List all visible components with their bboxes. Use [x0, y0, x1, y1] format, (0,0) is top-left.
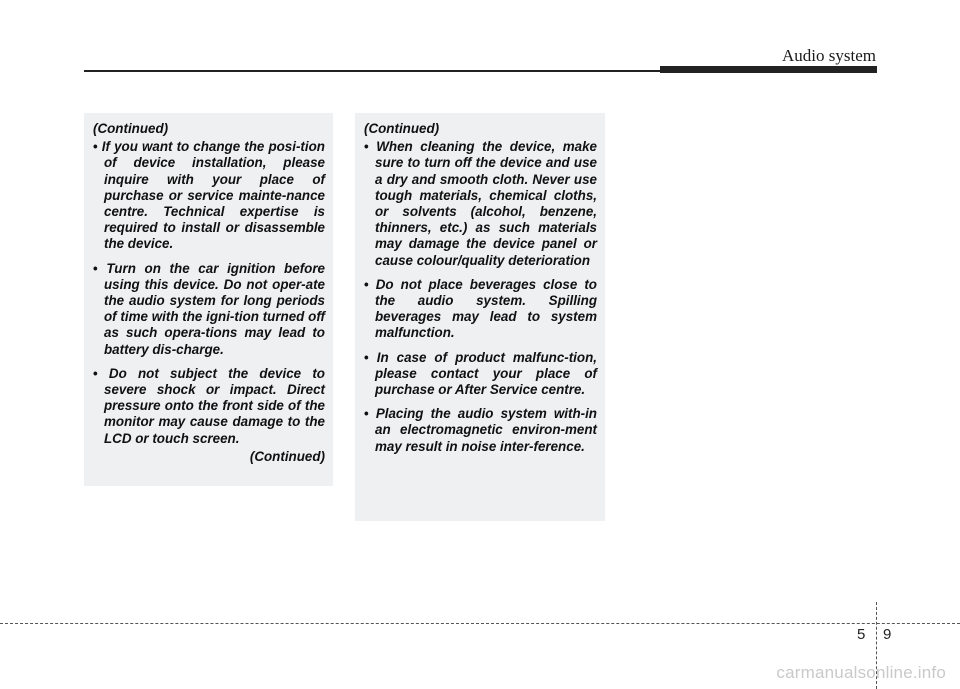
bullet-icon: • — [93, 139, 98, 155]
bullet-icon: • — [364, 349, 369, 365]
list-item — [93, 366, 325, 447]
continued-heading: (Continued) — [364, 121, 440, 136]
bullet-icon: • — [364, 276, 369, 292]
header-rule-thin — [84, 70, 662, 72]
chapter-number: 5 — [857, 626, 866, 643]
caution-box-right — [355, 113, 605, 521]
bullet-icon: • — [93, 365, 98, 381]
page-number: 9 — [883, 626, 892, 643]
item-text: If you want to change the posi-tion of device installation, please inquire with your place of purchase or service mainte-nance centre. Technical expertise is required to install or disassemble the device. — [101, 139, 325, 252]
list-item — [364, 277, 597, 342]
list-item — [93, 139, 325, 252]
list-item — [364, 350, 597, 399]
watermark: carmanualsonline.info — [776, 663, 946, 682]
list-item — [364, 406, 597, 455]
item-text: In case of product malfunc-tion, please contact your place of purchase or After Service centre. — [375, 349, 597, 398]
item-text: Do not subject the device to severe shock or impact. Direct pressure onto the front side of the monitor may cause damage to the LCD or touch screen. — [104, 365, 325, 446]
bullet-icon: • — [364, 139, 369, 155]
item-text: Placing the audio system with-in an electromagnetic environ-ment may result in noise inter-ference. — [375, 406, 597, 454]
item-text: When cleaning the device, make sure to turn off the device and use a dry and smooth cloth. Never use tough materials, chemical cloths, or solvents (alcohol, benzene, thinners, etc.) as such materials may damage the device panel or cause colour/quality deterioration — [375, 139, 597, 268]
continued-heading: (Continued) — [93, 121, 169, 136]
bullet-icon: • — [93, 260, 98, 276]
continued-footer: (Continued) — [249, 448, 325, 464]
list-item — [93, 261, 325, 358]
bullet-icon: • — [364, 406, 369, 422]
list-item — [364, 139, 597, 269]
page-header-title: Audio system — [782, 46, 876, 65]
item-text: Turn on the car ignition before using this device. Do not oper-ate the audio system for long periods of time with the igni-tion turned off as such opera-tions may lead to battery dis-charge. — [104, 260, 325, 357]
header-rule-thick — [660, 66, 877, 73]
caution-box-left — [84, 113, 333, 486]
footer-dashed-rule — [0, 623, 960, 624]
item-text: Do not place beverages close to the audio system. Spilling beverages may lead to system malfunction. — [375, 276, 597, 341]
